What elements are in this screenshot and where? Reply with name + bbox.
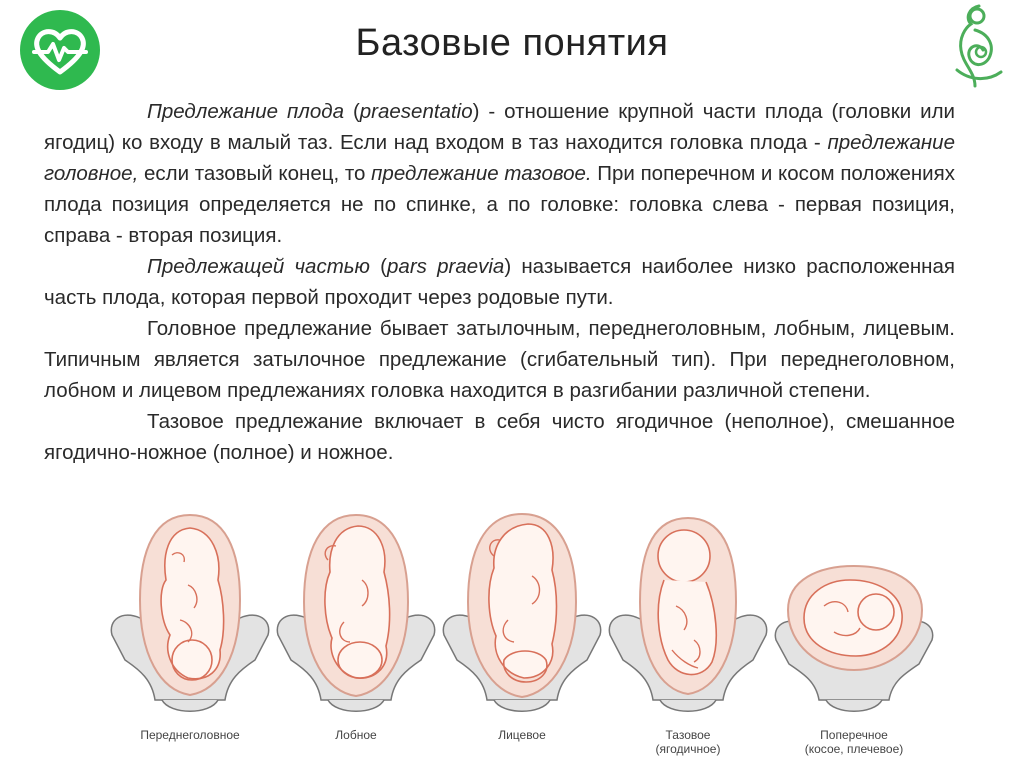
figure-caption: Переднеголовное [140, 728, 240, 742]
figure-brow [266, 510, 446, 725]
figure-caption: Тазовое (ягодичное) [655, 728, 721, 756]
paragraph-breech-presentation: Тазовое предлежание включает в себя чисто ягодичное (неполное), смешанное ягодично-ножное (полное) и ножное. [44, 410, 955, 464]
figure-caption: Лобное [335, 728, 377, 742]
figure-caption: Лицевое [498, 728, 546, 742]
paragraph-presentation: Предлежание плода (praesentatio) - отношение крупной части плода (головки или ягодиц) ко входу в малый таз. Если над входом в таз находится головка плода - предлежание головное, если тазовый конец, то предлежание тазовое. При поперечном и косом положениях плода позиция определяется не по спинке, а по головке: головка слева - первая позиция, справа - вторая позиция. [44, 100, 955, 247]
figure-transverse [764, 510, 944, 725]
page-title: Базовые понятия [355, 22, 669, 64]
paragraph-head-presentation: Головное предлежание бывает затылочным, переднеголовным, лобным, лицевым. Типичным является затылочное предлежание (сгибательный тип). При переднеголовном, лобном и лицевом предлежаниях головка находится в разгибании различной степени. [44, 317, 955, 402]
figure-caption: Поперечное (косое, плечевое) [804, 728, 904, 756]
body-text [44, 96, 955, 468]
paragraph-presenting-part: Предлежащей частью (pars praevia) называется наиболее низко расположенная часть плода, которая первой проходит через родовые пути. [44, 255, 955, 309]
figure-face [432, 510, 612, 725]
mother-child-icon [935, 0, 1015, 92]
presentation-figures [0, 510, 1024, 767]
figure-anterior-head [100, 510, 280, 725]
figure-breech [598, 510, 778, 725]
